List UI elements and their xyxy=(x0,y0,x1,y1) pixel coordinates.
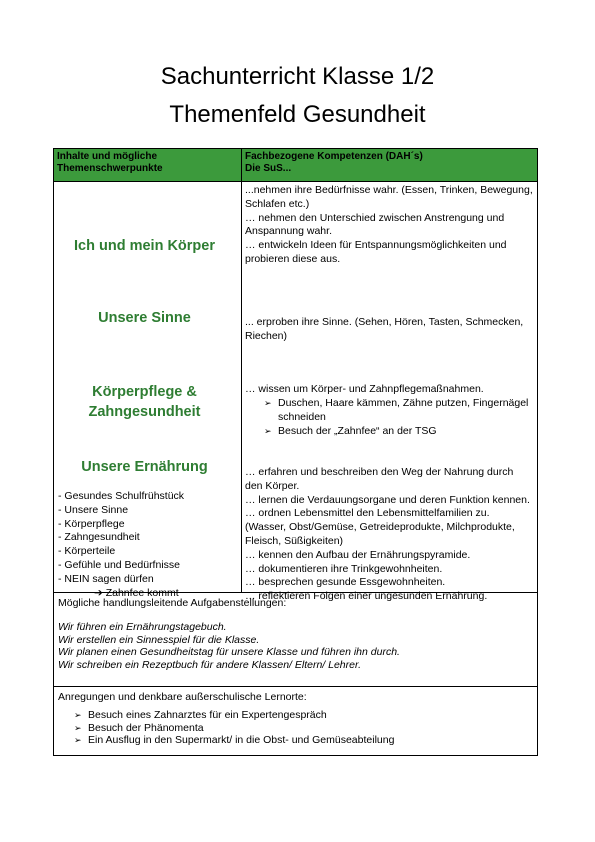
topic-unsere-sinne: Unsere Sinne xyxy=(98,310,191,326)
list-item: ➢ Besuch der „Zahnfee“ an der TSG xyxy=(264,425,533,439)
topic-ich-und-mein-koerper: Ich und mein Körper xyxy=(74,238,215,254)
list-item: ➢ Duschen, Haare kämmen, Zähne putzen, Fingernägel schneiden xyxy=(264,397,533,425)
places-heading: Anregungen und denkbare außerschulische Lernorte: xyxy=(58,691,307,703)
list-item-zahnfee: ➔ Zahnfee kommt xyxy=(94,586,179,599)
competence-block-1: ...nehmen ihre Bedürfnisse wahr. (Essen, Trinken, Bewegung, Schlafen etc.) … nehmen den Unterschied zwischen Anstrengung und Anspannung wahr. … entwickeln Ideen für Entspannungsmöglichkeiten und probieren diese aus. xyxy=(245,184,533,265)
tasks-cell xyxy=(54,593,538,687)
page-title: Sachunterricht Klasse 1/2 xyxy=(160,63,435,90)
competence-block-4: … erfahren und beschreiben den Weg der Nahrung durch den Körper. … lernen die Verdauungsorgane und deren Funktion kennen. … ordnen Lebensmittel den Lebensmittelfamilien zu. (Wasser, Obst/Gemüse, Getreideprodukte, Milchprodukte, Fleisch, Süßigkeiten) … kennen den Aufbau der Ernährungspyramide. … dokumentieren ihre Trinkgewohnheiten. … besprechen gesunde Essgewohnheiten. … reflektieren Folgen einer ungesunden Ernährung. xyxy=(245,466,530,603)
list-item: - Körperteile xyxy=(58,545,116,558)
list-item: ➢ Besuch eines Zahnarztes für ein Expertengespräch xyxy=(74,709,533,721)
places-list xyxy=(74,709,533,746)
list-item: ➢ Ein Ausflug in den Supermarkt/ in die Obst- und Gemüseabteilung xyxy=(74,734,533,746)
curriculum-table xyxy=(53,148,538,756)
topics-list xyxy=(58,490,184,600)
list-item: ➢ Besuch der Phänomenta xyxy=(74,722,533,734)
header-right-line2: Die SuS... xyxy=(245,163,292,174)
task-item: Wir erstellen ein Sinnesspiel für die Klasse. xyxy=(58,633,260,646)
list-item: - Zahngesundheit xyxy=(58,531,140,544)
competence-block-3-list xyxy=(264,397,533,438)
list-item: - NEIN sagen dürfen xyxy=(58,572,154,585)
competence-block-3: … wissen um Körper- und Zahnpflegemaßnahmen. xyxy=(245,383,484,395)
list-item: - Unsere Sinne xyxy=(58,503,129,516)
header-left: Inhalte und mögliche Themenschwerpunkte xyxy=(54,149,242,182)
topics-cell xyxy=(54,182,242,599)
header-right-line1: Fachbezogene Kompetenzen (DAH´s) xyxy=(245,151,423,162)
competences-cell xyxy=(242,182,538,603)
list-item: - Körperpflege xyxy=(58,517,125,530)
list-item: - Gesundes Schulfrühstück xyxy=(58,490,185,502)
task-item: Wir planen einen Gesundheitstag für unsere Klasse und führen ihn durch. xyxy=(58,646,400,659)
places-cell xyxy=(54,687,538,756)
header-right xyxy=(242,149,538,182)
list-item: - Gefühle und Bedürfnisse xyxy=(58,558,180,571)
competence-block-2: ... erproben ihre Sinne. (Sehen, Hören, Tasten, Schmecken, Riechen) xyxy=(245,316,524,342)
topic-koerperpflege: Körperpflege & Zahngesundheit xyxy=(88,384,201,420)
tasks-heading: Mögliche handlungsleitende Aufgabenstellungen: xyxy=(58,597,287,609)
task-item: Wir schreiben ein Rezeptbuch für andere Klassen/ Eltern/ Lehrer. xyxy=(58,658,362,671)
topic-unsere-ernaehrung: Unsere Ernährung xyxy=(81,459,208,475)
page-subtitle: Themenfeld Gesundheit xyxy=(169,101,426,128)
task-item: Wir führen ein Ernährungstagebuch. xyxy=(58,621,227,634)
